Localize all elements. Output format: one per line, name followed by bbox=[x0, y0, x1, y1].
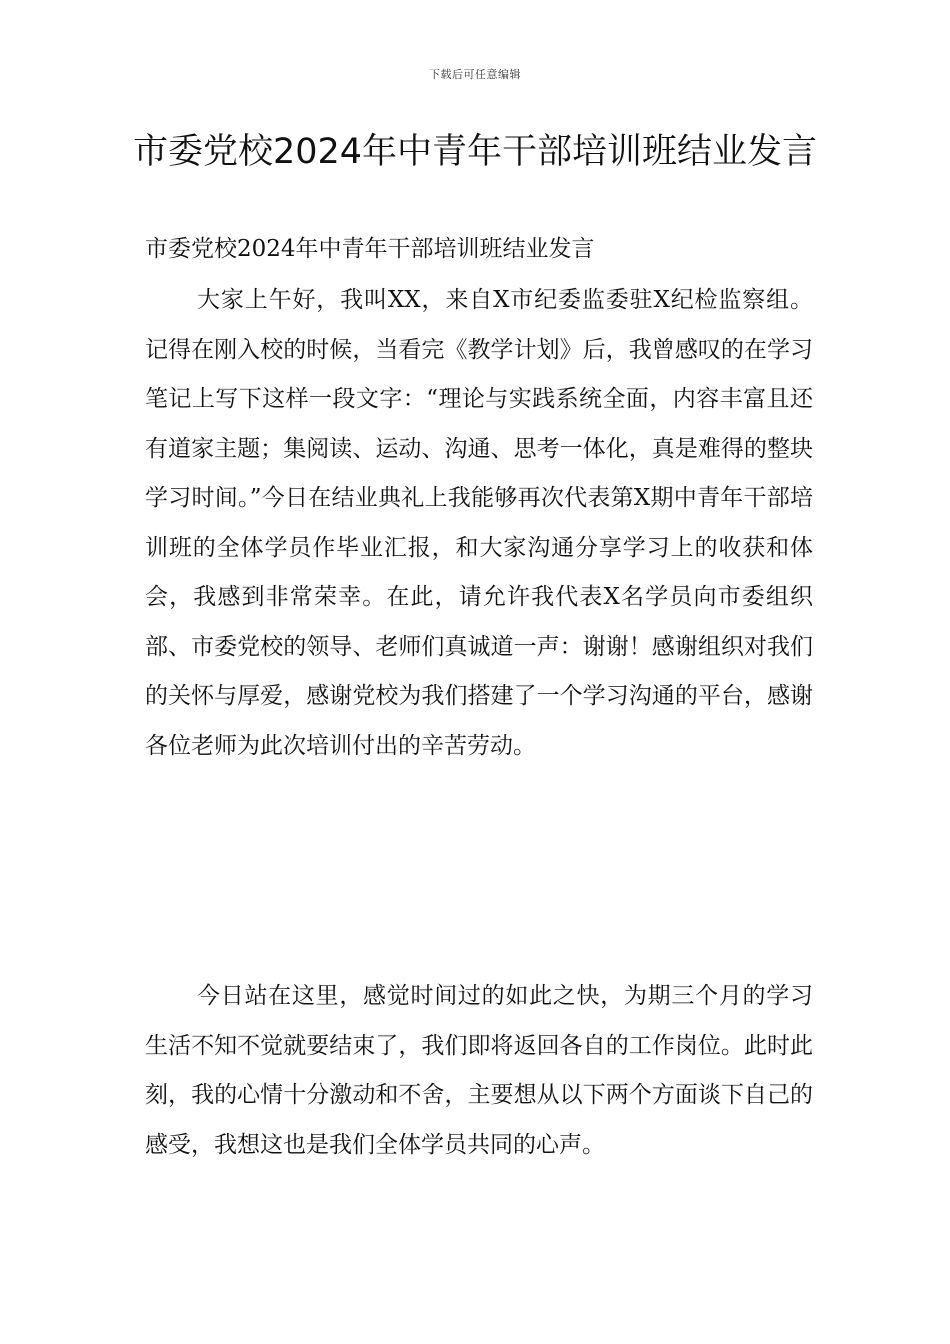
document-title: 市委党校2024年中青年干部培训班结业发言 bbox=[132, 132, 818, 172]
body-paragraph: 今日站在这里，感觉时间过的如此之快，为期三个月的学习生活不知不觉就要结束了，我们即将返回各自的工作岗位。此时此刻，我的心情十分激动和不舍，主要想从以下两个方面谈下自己的感受，我想这也是我们全体学员共同的心声。 bbox=[145, 983, 813, 1158]
header-note: 下载后可任意编辑 bbox=[429, 68, 521, 81]
document-subtitle: 市委党校2024年中青年干部培训班结业发言 bbox=[145, 236, 595, 262]
body-paragraph: 大家上午好，我叫XX，来自X市纪委监委驻X纪检监察组。记得在刚入校的时候，当看完《教学计划》后，我曾感叹的在学习笔记上写下这样一段文字：“理论与实践系统全面，内容丰富且还有道家主题；集阅读、运动、沟通、思考一体化，真是难得的整块学习时间。”今日在结业典礼上我能够再次代表第X期中青年干部培训班的全体学员作毕业汇报，和大家沟通分享学习上的收获和体会，我感到非常荣幸。在此，请允许我代表X名学员向市委组织部、市委党校的领导、老师们真诚道一声：谢谢！感谢组织对我们的关怀与厚爱，感谢党校为我们搭建了一个学习沟通的平台，感谢各位老师为此次培训付出的辛苦劳动。 bbox=[145, 287, 813, 759]
